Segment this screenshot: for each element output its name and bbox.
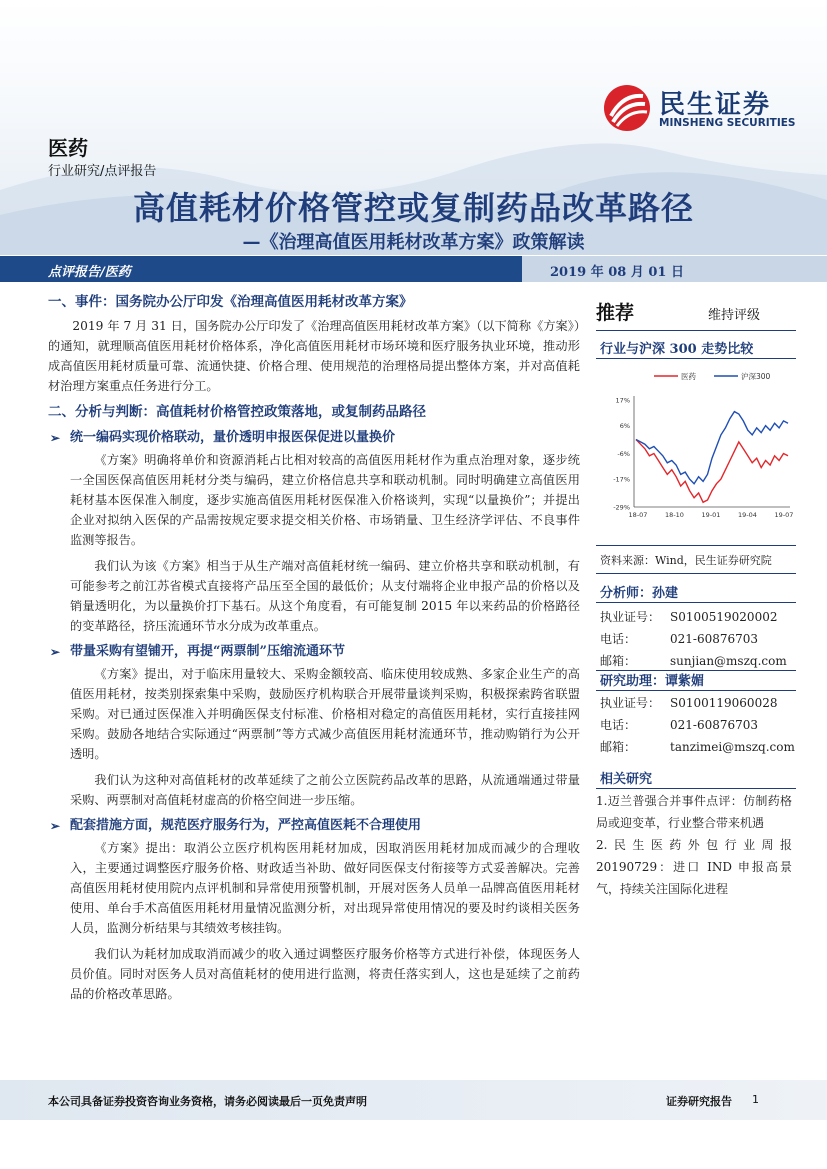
y-tick-label: -29%: [613, 503, 630, 512]
series-line-1: [636, 440, 788, 503]
bullet-body-2: [48, 664, 580, 810]
bullet-heading-text: 统一编码实现价格联动，量价透明申报医保促进以量换价: [70, 430, 396, 445]
bullet-heading-3: [48, 816, 580, 836]
bullet-body-3: [48, 838, 580, 1004]
analyst-phone: 021-60876703: [670, 632, 759, 646]
y-tick-label: 6%: [619, 422, 630, 431]
recommendation: 推荐: [596, 302, 635, 324]
paragraph: 《方案》提出，对于临床用量较大、采购金额较高、临床使用较成熟、多家企业生产的高值医用耗材，按类别探索集中采购，鼓励医疗机构联合开展带量谈判采购，积极探索跨省联盟采购。对已通过医保准入并明确医保支付标准、价格相对稳定的高值医用耗材，实行直接挂网采购。鼓励各地结合实际通过“两票制”等方式减少高值医用耗材流通环节，推动购销行为公开透明。: [70, 667, 580, 761]
trend-chart: [596, 362, 796, 527]
sector-label: 医药: [48, 136, 88, 160]
divider: [596, 545, 796, 546]
x-tick-label: 19-01: [701, 511, 721, 519]
divider: [596, 330, 796, 331]
related-heading: 相关研究: [600, 772, 653, 787]
analyst-phone-row: 电话： 021-60876703: [600, 632, 759, 646]
page-number: 1: [752, 1093, 759, 1106]
bullet-heading-1: [48, 428, 580, 448]
assistant-phone-row: 电话： 021-60876703: [600, 718, 759, 732]
logo-text-en: MINSHENG SECURITIES: [659, 117, 796, 129]
related-list: [596, 790, 792, 900]
assistant-email-row: 邮箱： tanzimei@mszq.com: [600, 740, 795, 754]
report-type: 行业研究/点评报告: [48, 164, 157, 179]
legend-label: 沪深300: [741, 372, 771, 381]
paragraph: 《方案》明确将单价和资源消耗占比相对较高的高值医用耗材作为重点治理对象，逐步统一全国医保高值医用耗材分类与编码，建立价格信息共享和联动机制。同时明确建立高值医用耗材基本医保准入制度，逐步实施高值医用耗材医保准入价格谈判，实现“以量换价”；并提出企业对拟纳入医保的产品需按规定要求提交相关价格、市场销量、卫生经济学评估、不良事件监测等报告。: [70, 453, 580, 547]
arrow-bullet-icon: ➢: [50, 819, 61, 833]
related-item[interactable]: 1.迈兰普强合并事件点评：仿制药格局或迎变革，行业整合带来机遇: [596, 794, 792, 830]
report-category: 点评报告/医药: [48, 265, 131, 280]
y-tick-label: -17%: [613, 475, 630, 484]
divider: [596, 358, 796, 359]
divider: [596, 690, 796, 691]
x-tick-label: 19-04: [738, 511, 757, 519]
related-item[interactable]: 2.民生医药外包行业周报 20190729：进口 IND 申报高景气，持续关注国际化进程: [596, 838, 792, 896]
chart-source: 资料来源：Wind，民生证券研究院: [600, 554, 772, 567]
analyst-email-row: 邮箱： sunjian@mszq.com: [600, 654, 787, 668]
y-tick-label: -6%: [617, 450, 630, 458]
report-info-bar: [0, 256, 827, 282]
arrow-bullet-icon: ➢: [50, 645, 61, 659]
chart-heading: 行业与沪深 300 走势比较: [600, 342, 754, 357]
rating: 维持评级: [708, 308, 761, 323]
paragraph: 我们认为这种对高值耗材的改革延续了之前公立医院药品改革的思路，从流通端通过带量采购、两票制对高值耗材虚高的价格空间进一步压缩。: [70, 773, 580, 807]
analyst-license-row: 执业证号： S0100519020002: [600, 610, 778, 624]
assistant-email[interactable]: tanzimei@mszq.com: [670, 740, 795, 754]
x-tick-label: 18-10: [665, 511, 684, 519]
footer-disclaimer: 本公司具备证券投资咨询业务资格，请务必阅读最后一页免责声明: [48, 1095, 367, 1108]
logo-mark-icon: [603, 84, 651, 132]
analyst-license: S0100519020002: [670, 610, 778, 624]
paragraph: 2019 年 7 月 31 日，国务院办公厅印发了《治理高值医用耗材改革方案》（以下简称《方案》）的通知，就理顺高值医用耗材价格体系，净化高值医用耗材市场环境和医疗服务执业环境，推动形成高值医用耗材质量可靠、流通快捷、价格合理、使用规范的治理格局提出整体方案，并对高值耗材治理方案重点任务进行分工。: [48, 319, 580, 393]
divider: [596, 573, 796, 574]
series-line-2: [636, 412, 788, 484]
legend-label: 医药: [681, 372, 696, 381]
assistant-license: S0100119060028: [670, 696, 778, 710]
main-column: [48, 290, 580, 1010]
paragraph: 《方案》提出：取消公立医疗机构医用耗材加成，因取消医用耗材加成而减少的合理收入，主要通过调整医疗服务价格、财政适当补助、做好同医保支付衔接等方式妥善解决。完善高值医用耗材使用院内点评机制和异常使用预警机制，开展对医务人员单一品牌高值医用耗材使用、单台手术高值医用耗材用量情况监测分析，对出现异常使用情况的要及时约谈相关医务人员，监测分析结果与其绩效考核挂钩。: [70, 841, 580, 935]
divider: [596, 602, 796, 603]
assistant-heading: 研究助理：谭紫媚: [600, 674, 705, 689]
bullet-heading-text: 配套措施方面，规范医疗服务行为，严控高值医耗不合理使用: [70, 818, 422, 833]
y-tick-label: 17%: [615, 396, 630, 405]
report-title: 高值耗材价格管控或复制药品改革路径: [132, 189, 694, 227]
bullet-body-1: [48, 450, 580, 636]
x-tick-label: 19-07: [774, 511, 794, 519]
footer-label: 证券研究报告: [666, 1095, 732, 1108]
analyst-heading: 分析师：孙建: [600, 586, 679, 601]
report-subtitle: —《治理高值医用耗材改革方案》政策解读: [242, 232, 585, 253]
brand-logo: [603, 84, 803, 134]
logo-text-cn: 民生证券: [659, 90, 772, 120]
analyst-email[interactable]: sunjian@mszq.com: [670, 654, 787, 668]
arrow-bullet-icon: ➢: [50, 431, 61, 445]
assistant-license-row: 执业证号： S0100119060028: [600, 696, 778, 710]
paragraph: 我们认为该《方案》相当于从生产端对高值耗材统一编码、建立价格共享和联动机制，有可能参考之前江苏省模式直接将产品压至全国的最低价；从支付端将企业申报产品的价格以及销量透明化，为以量换价打下基石。从这个角度看，有可能复制 2015 年以来药品的价格路径的变革路径，挤压流通环节水分成为改革重点。: [70, 559, 580, 633]
bullet-heading-2: [48, 642, 580, 662]
divider: [596, 788, 796, 789]
x-tick-label: 18-07: [628, 511, 648, 519]
section-heading-1: 一、事件：国务院办公厅印发《治理高值医用耗材改革方案》: [48, 294, 413, 310]
paragraph: 我们认为耗材加成取消而减少的收入通过调整医疗服务价格等方式进行补偿，体现医务人员价值。同时对医务人员对高值耗材的使用进行监测，将责任落实到人，这也是延续了之前药品的价格改革思路。: [70, 947, 580, 1001]
section-heading-2: 二、分析与判断：高值耗材价格管控政策落地，或复制药品路径: [48, 404, 426, 420]
page-footer: [0, 1080, 827, 1120]
assistant-phone: 021-60876703: [670, 718, 759, 732]
bullet-heading-text: 带量采购有望铺开，再提“两票制”压缩流通环节: [70, 644, 345, 659]
report-date: 2019 年 08 月 01 日: [550, 265, 684, 280]
